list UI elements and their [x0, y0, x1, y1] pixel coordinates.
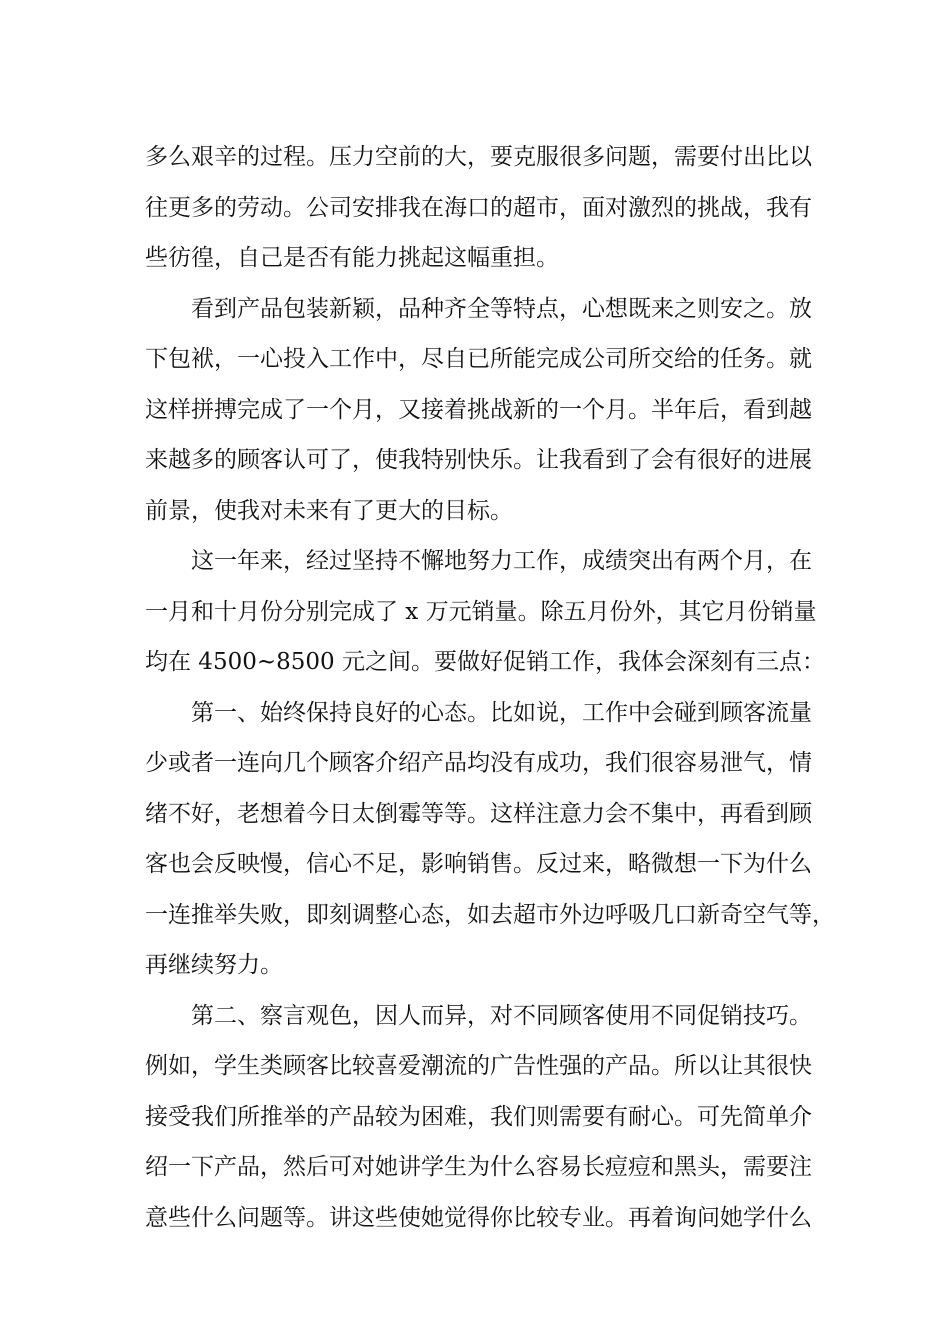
text-line: 绪不好，老想着今日太倒霉等等。这样注意力会不集中，再看到顾 [145, 800, 812, 827]
text-line: 绍一下产品，然后可对她讲学生为什么容易长痘痘和黑头，需要注 [145, 1154, 812, 1180]
text-line: 下包袱，一心投入工作中，尽自已所能完成公司所交给的任务。就 [145, 346, 812, 372]
text-line: 少或者一连向几个顾客介绍产品均没有成功，我们很容易泄气，情 [145, 750, 812, 776]
text-line: 多么艰辛的过程。压力空前的大，要克服很多问题，需要付出比以 [145, 144, 812, 170]
text-line: 接受我们所推举的产品较为困难，我们则需要有耐心。可先简单介 [145, 1103, 812, 1130]
document-body [145, 132, 835, 1243]
text-line: 一月和十月份分别完成了 x 万元销量。除五月份外，其它月份销量 [145, 598, 817, 625]
paragraph-4 [145, 688, 835, 991]
text-line: 些彷徨，自己是否有能力挑起这幅重担。 [145, 245, 559, 271]
text-line: 客也会反映慢，信心不足，影响销售。反过来，略微想一下为什么 [145, 851, 812, 877]
text-line: 均在 4500~8500 元之间。要做好促销工作，我体会深刻有三点： [145, 649, 825, 675]
text-line: 第二、察言观色，因人而异，对不同顾客使用不同促销技巧。 [191, 1002, 812, 1029]
text-line: 看到产品包装新颖，品种齐全等特点，心想既来之则安之。放 [191, 295, 812, 322]
text-line: 这样拼搏完成了一个月，又接着挑战新的一个月。半年后，看到越 [145, 396, 812, 423]
paragraph-1 [145, 132, 817, 284]
text-line: 例如，学生类顾客比较喜爱潮流的广告性强的产品。所以让其很快 [145, 1053, 812, 1079]
text-line: 前景，使我对未来有了更大的目标。 [145, 497, 513, 524]
paragraph-3 [145, 536, 825, 688]
text-line: 往更多的劳动。公司安排我在海口的超市，面对激烈的挑战，我有 [145, 194, 812, 221]
paragraph-2 [145, 284, 817, 537]
text-line: 再继续努力。 [145, 952, 283, 978]
paragraph-5 [145, 991, 817, 1244]
text-line: 这一年来，经过坚持不懈地努力工作，成绩突出有两个月，在 [191, 548, 812, 574]
text-line: 来越多的顾客认可了，使我特别快乐。让我看到了会有很好的进展 [145, 447, 812, 473]
text-line: 一连推举失败，即刻调整心态，如去超市外边呼吸几口新奇空气等， [145, 901, 835, 928]
text-line: 意些什么问题等。讲这些使她觉得你比较专业。再着询问她学什么 [145, 1204, 812, 1231]
text-line: 第一、始终保持良好的心态。比如说，工作中会碰到顾客流量 [191, 699, 812, 726]
